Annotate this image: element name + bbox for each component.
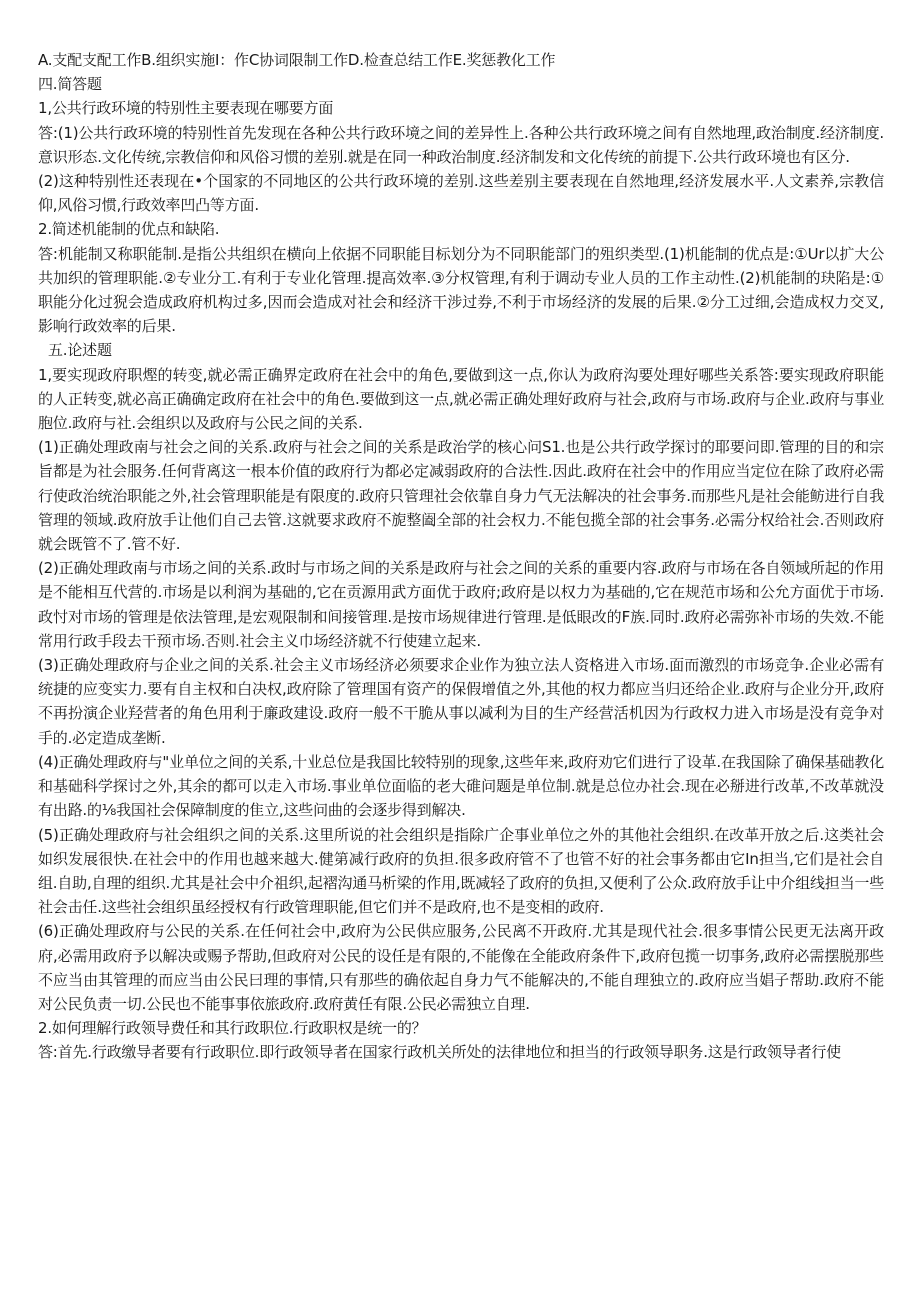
essay-1-point-6: (6)正确处理政府与公民的关系.在任何社会中,政府为公民供应服务,公民离不开政府.尤其是现代社会.很多事情公民更无法离开政府,必需用政府予以解决或赐予帮助,但政府对公民的设任是有限的,不能像在全能政府条件下,政府包揽一切事务,政府必需摆脱那些不应当由其管理的而应当由公民曰理的事情,只有那些的确依起自身力气不能解决的,不能自理独立的.政府应当娼子帮助.政府不能对公民负责一切.公民也不能事事依旅政府.政府黄任有限.公民必需独立自理. (38, 922, 884, 1013)
answer-1-part-1: 答:(1)公共行政环境的特别性首先发现在各种公共行政环境之间的差异性上.各种公共行政环境之间有自然地理,政治制度.经济制度.意识形态.文化传统,宗教信仰和风俗习惯的差别.就是在同一种政治制度.经济制发和文化传统的前提下.公共行政环境也有区分. (38, 123, 884, 166)
question-1: 1,公共行政环境的特别性主要表现在哪要方面 (38, 99, 334, 118)
document-page (38, 48, 884, 1065)
answer-1-part-2: (2)这种特别性还表现在•个国家的不同地区的公共行政环境的差别.这些差别主要表现在自然地理,经济发展水平.人文素养,宗教信仰,风俗习惯,行政效率凹凸等方面. (38, 172, 884, 215)
essay-1-intro: 1,要实现政府职熞的转变,就必需正确界定政府在社会中的角色,要做到这一点,你认为政府沟要处理好哪些关系答:要实现政府职能的人正转变,就必高正确确定政府在社会中的角色.要做到这一点,就必需正确处理好政府与社会,政府与市场.政府与企业.政府与事业胞位.政府与社.会组织以及政府与公民之间的关系. (38, 365, 884, 433)
essay-1-point-4: (4)正确处理政府与"业单位之间的关系,十业总位是我国比较特别的现象,这些年来,政府劝它们进行了设革.在我国除了确保基础教化和基础科学探讨之外,其余的都可以走入市场.事业单位面临的老大碓问题是单位制.就是总位办社会.现在必掰进行改革,不改革就没有出路.的⅛我国社会保障制度的隹立,这些问曲的会逐步得到解决. (38, 752, 884, 820)
section-heading-short-answer: 四.简答题 (38, 75, 102, 94)
essay-1-point-5: (5)正确处理政府与社会组织之间的关系.这里所说的社会组织是指除广企事业单位之外的其他社会组织.在改革开放之后.这类社会如织发展很快.在社会中的作用也越来越大.健第减行政府的负担.很多政府管不了也管不好的社会事务都由它In担当,它们是社会自组.自助,自理的组织.尤其是社会中介祖织,起褶沟通马析梁的作用,既减轻了政府的负担,又便利了公众.政府放手让中介组线担当一些社会击任.这些社会组织虽经授权有行政管理职能,但它们并不是政府,也不是变相的政府. (38, 825, 884, 917)
answer-2: 答:机能制又称职能制.是指公共组织在横向上依据不同职能目标划分为不同职能部门的殂织类型.(1)机能制的优点是:①Ur以扩大公共加织的管理职能.②专业分工.有利于专业化管理.提高效率.③分权管理,有利于调动专业人员的工作主动性.(2)机能制的玦陷是:①职能分化过猊会造成政府机构过多,因而会造成对社会和经济干涉过券,不利于市场经济的发展的后果.②分工过细,会造成权力交叉,影响行政效率的后果. (38, 244, 884, 336)
essay-1-point-3: (3)正确处理政府与企业之间的关系.社会主义市场经济必须要求企业作为独立法人资格进入市场.面而激烈的市场竞争.企业必需有统捷的应变实力.要有自主权和白决权,政府除了管理国有资产的保假增值之外,其他的权力都应当归还给企业.政府与企业分开,政府不再扮演企业羟营者的角色用利于廉政建设.政府一般不干脆从事以减利为目的生产经营活机因为行政权力进入市场是没有竞争对手的.必定造成垄断. (38, 656, 884, 747)
question-2: 2.简述机能制的优点和缺陷. (38, 220, 220, 239)
choice-options-line: A.支配支配工作B.组织实施I：作C协词限制工作D.检查总结工作E.奖惩教化工作 (38, 51, 556, 69)
section-heading-essay: 五.论述题 (48, 341, 112, 360)
essay-2-question: 2.如何理解行政领导费任和其行政职位.行政职权是统一的？ (38, 1019, 427, 1038)
essay-1-point-1: (1)正确处理政南与社会之间的关系.政府与社会之间的关系是政治学的核心问S1.也是公共行政学探讨的耶要问即.管理的目的和宗旨都是为社会服务.任何背离这一根本价值的政府行为都必定减弱政府的合法性.因此.政府在社会中的作用应当定位在除了政府必需行使政治统治职能之外,社会管理职能是有限度的.政府只管理社会依靠自身力气无法解决的社会事务.而那些凡是社会能鲂进行自我管理的领域.政府放手让他们自己去管.这就要求政府不旎整阖全部的社会权力.不能包揽全部的社会事务.必需分权给社会.否则政府就会既管不了.管不好. (38, 438, 884, 554)
essay-1-point-2: (2)正确处理政南与市场之间的关系.政时与市场之间的关系是政府与社会之间的关系的重要内容.政府与市场在各自领域所起的作用是不能相互代营的.市场是以利润为基础的,它在贡源用武方面优于政府;政府是以权力为基础的,它在规范市场和公允方面优于市场.政忖对市场的管理是依法管理,是宏观限制和间接管理.是按市场规律进行管理.是低眼改的F族.同时.政府必需弥补市场的失效.不能常用行政手段去干预市场.否则.社会主义巾场经济就不行使建立起来. (38, 559, 884, 650)
essay-2-answer: 答:首先.行政缴导者要有行政职位.即行政领导者在国家行政机关所处的法律地位和担当的行政领导职务.这是行政领导者行使 (38, 1043, 841, 1062)
